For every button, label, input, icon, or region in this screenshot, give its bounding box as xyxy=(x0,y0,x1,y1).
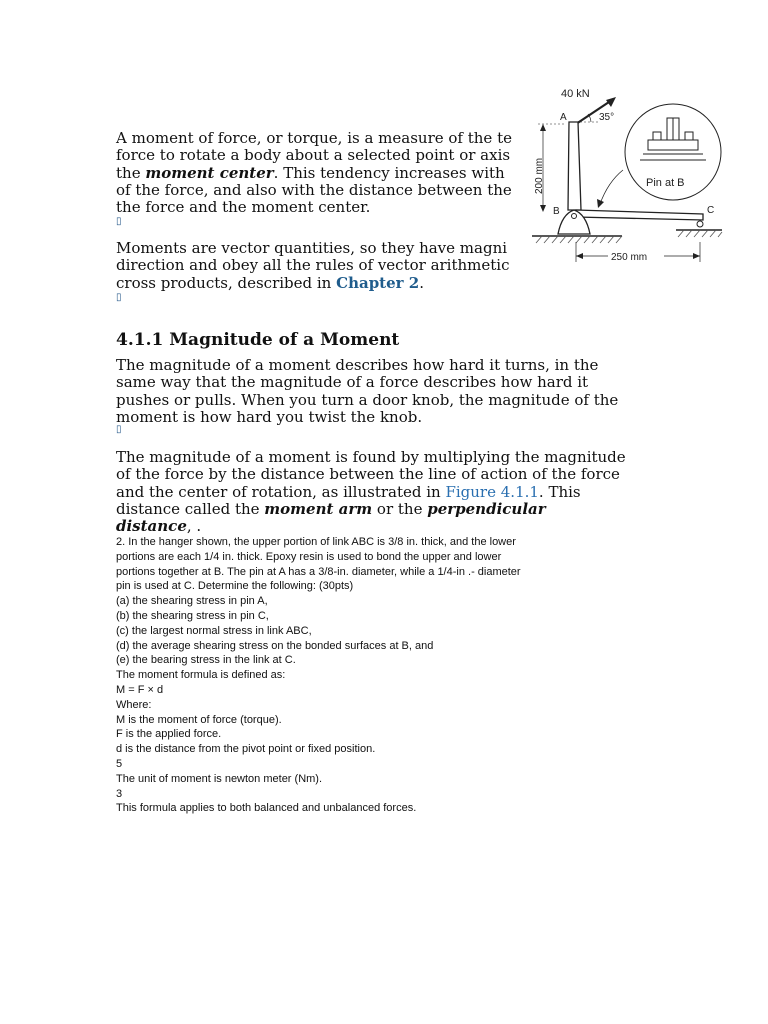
problem-line: 3 xyxy=(116,787,123,800)
moment-center-term: moment center xyxy=(145,163,274,182)
problem-line: (d) the average shearing stress on the bonded surfaces at B, and xyxy=(116,639,434,652)
problem-statement xyxy=(116,535,521,816)
point-a-label: A xyxy=(560,112,567,123)
vertical-member xyxy=(568,122,581,210)
problem-line: The unit of moment is newton meter (Nm). xyxy=(116,772,323,785)
width-label: 250 mm xyxy=(611,252,648,263)
pin-b xyxy=(572,214,577,219)
intro-paragraph-1: A moment of force, or torque, is a measure of the te force to rotate a body about a selected point or axis the moment center. This tendency increases with of the force, and also with the distance between the the force and the moment center. xyxy=(116,129,512,217)
problem-line: (b) the shearing stress in pin C, xyxy=(116,609,269,622)
angle-label: 35° xyxy=(599,112,615,123)
magnitude-paragraph-1: The magnitude of a moment describes how hard it turns, in the same way that the magnitude of a force describes how hard it pushes or pulls. When you turn a door knob, the magnitude of the moment is how hard you twist the knob. xyxy=(116,356,619,426)
section-heading: 4.1.1 Magnitude of a Moment xyxy=(116,330,400,350)
chapter-2-link[interactable]: Chapter 2 xyxy=(336,273,420,292)
problem-line: d is the distance from the pivot point or fixed position. xyxy=(116,743,376,756)
problem-line: 2. In the hanger shown, the upper portion of link ABC is 3/8 in. thick, and the lower xyxy=(116,536,516,548)
horizontal-member xyxy=(576,210,703,220)
intro-paragraph-2: Moments are vector quantities, so they have magni direction and obey all the rules of vector arithmetic cross products, described in Chapter 2. xyxy=(116,239,510,292)
problem-line: The moment formula is defined as: xyxy=(116,669,286,682)
paragraph-marker: ▯ xyxy=(116,216,122,227)
problem-line: (a) the shearing stress in pin A, xyxy=(116,595,268,608)
inset-leader xyxy=(600,170,623,204)
problem-line: This formula applies to both balanced and unbalanced forces. xyxy=(116,802,417,815)
ground-b-hatch xyxy=(536,236,622,243)
magnitude-paragraph-2: The magnitude of a moment is found by multiplying the magnitude of the force by the distance between the line of action of the force and the center of rotation, as illustrated in Figure 4.1.1. This distance called the moment arm or the perpendicular distance, . xyxy=(116,448,626,536)
problem-line: Where: xyxy=(116,698,152,711)
problem-line: M = F × d xyxy=(116,683,164,696)
force-label: 40 kN xyxy=(561,88,590,100)
force-arrowhead xyxy=(606,97,616,107)
problem-line: 5 xyxy=(116,757,123,770)
problem-line: portions are each 1/4 in. thick. Epoxy resin is used to bond the upper and lower xyxy=(116,550,502,563)
point-b-label: B xyxy=(553,206,560,217)
problem-line: M is the moment of force (torque). xyxy=(116,713,282,726)
point-c-label: C xyxy=(707,205,715,216)
distance-term: distance xyxy=(116,517,187,536)
intro-block xyxy=(116,129,520,303)
problem-line: portions together at B. The pin at A has a 3/8-in. diameter, while a 1/4-in .- diameter xyxy=(116,565,521,578)
paragraph-marker: ▯ xyxy=(116,424,122,435)
pin-c xyxy=(697,221,703,227)
problem-line: (c) the largest normal stress in link ABC, xyxy=(116,624,312,637)
perpendicular-term: perpendicular xyxy=(427,499,546,518)
hanger-figure xyxy=(528,82,728,272)
inset-label: Pin at B xyxy=(646,177,685,189)
problem-line: F is the applied force. xyxy=(116,728,222,741)
problem-line: (e) the bearing stress in the link at C. xyxy=(116,654,296,667)
moment-arm-term: moment arm xyxy=(264,499,373,518)
height-label: 200 mm xyxy=(534,157,545,194)
figure-4-1-1-link[interactable]: Figure 4.1.1 xyxy=(445,482,539,501)
paragraph-marker: ▯ xyxy=(116,292,122,303)
ground-c-hatch xyxy=(678,230,722,237)
problem-line: pin is used at C. Determine the following: (30pts) xyxy=(116,580,354,593)
